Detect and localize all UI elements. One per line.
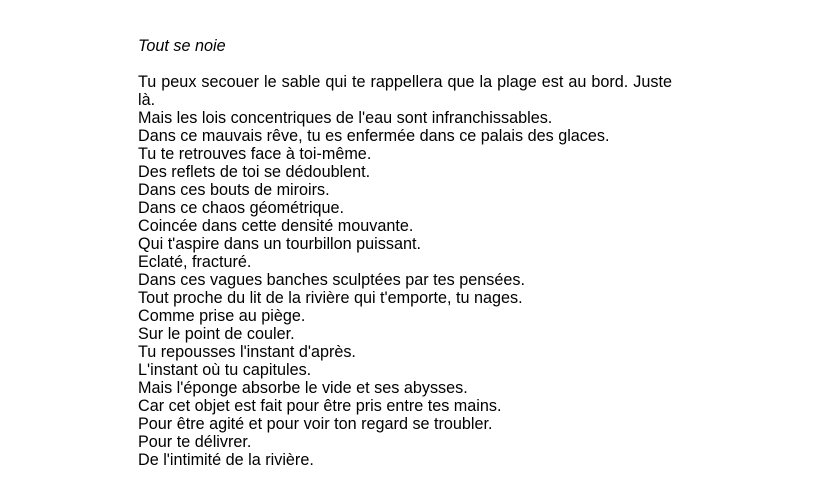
poem-line: Coincée dans cette densité mouvante. — [138, 217, 414, 235]
poem-line: Dans ces vagues banches sculptées par tes pensées. — [138, 271, 525, 289]
poem-line: Sur le point de couler. — [138, 325, 295, 343]
poem-line: De l'intimité de la rivière. — [138, 451, 314, 469]
poem-line: Qui t'aspire dans un tourbillon puissant. — [138, 235, 421, 253]
poem-line: Mais les lois concentriques de l'eau sont infranchissables. — [138, 109, 553, 127]
poem-line: Pour être agité et pour voir ton regard se troubler. — [138, 415, 493, 433]
poem-line: Car cet objet est fait pour être pris entre tes mains. — [138, 397, 502, 415]
poem-line: Des reflets de toi se dédoublent. — [138, 163, 371, 181]
poem-line: Pour te délivrer. — [138, 433, 252, 451]
poem-title: Tout se noie — [138, 37, 226, 55]
poem-stanza — [138, 73, 672, 469]
poem-line: Tout proche du lit de la rivière qui t'emporte, tu nages. — [138, 289, 523, 307]
poem-line: Comme prise au piège. — [138, 307, 306, 325]
poem-line: Mais l'éponge absorbe le vide et ses abysses. — [138, 379, 468, 397]
poem-line: Dans ce mauvais rêve, tu es enfermée dans ce palais des glaces. — [138, 127, 610, 145]
poem-document — [138, 37, 672, 469]
poem-line: Dans ces bouts de miroirs. — [138, 181, 330, 199]
poem-line: Tu peux secouer le sable qui te rappellera que la plage est au bord. Juste là. — [138, 73, 672, 109]
poem-line: Tu repousses l'instant d'après. — [138, 343, 356, 361]
poem-line: Eclaté, fracturé. — [138, 253, 252, 271]
poem-line: L'instant où tu capitules. — [138, 361, 312, 379]
poem-line: Tu te retrouves face à toi-même. — [138, 145, 372, 163]
poem-line: Dans ce chaos géométrique. — [138, 199, 345, 217]
